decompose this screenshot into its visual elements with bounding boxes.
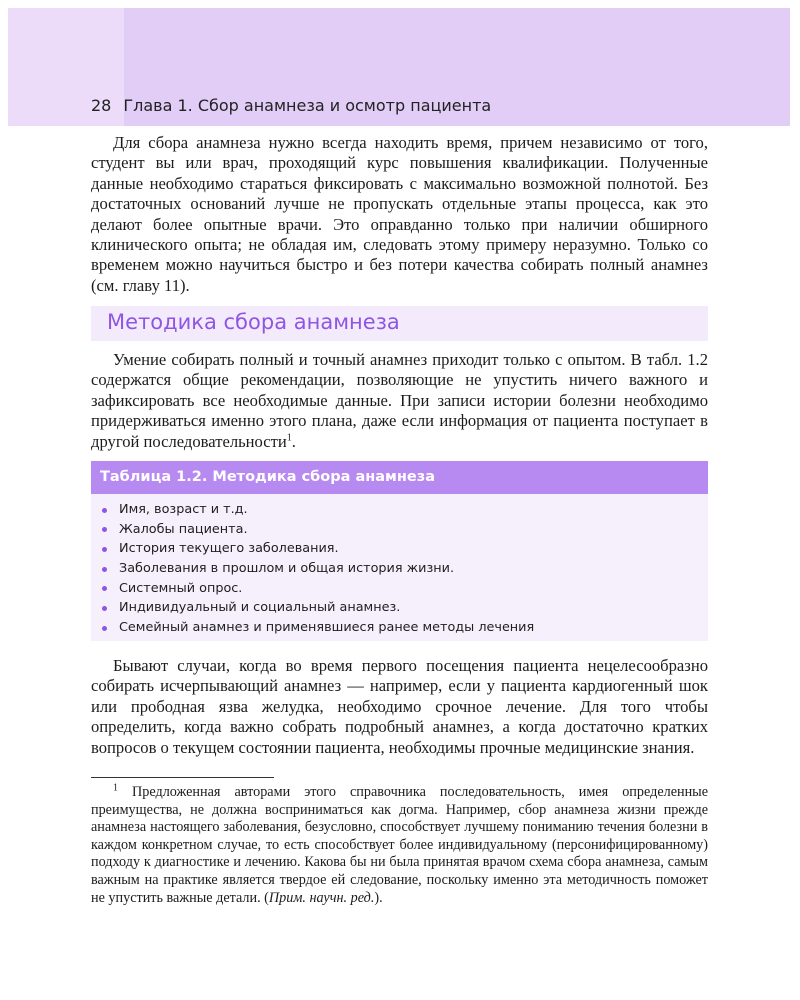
bullet-icon xyxy=(102,626,107,631)
chapter-title: Глава 1. Сбор анамнеза и осмотр пациента xyxy=(123,96,492,115)
footnote xyxy=(91,784,708,907)
bullet-icon xyxy=(102,527,107,532)
list-item: Системный опрос. xyxy=(91,579,708,599)
page-number: 28 xyxy=(91,96,112,115)
paragraph-method-text: Умение собирать полный и точный анамнез приходит только с опытом. В табл. 1.2 содержатся общие рекомендации, позволяющие не упустить ничего важного и зафиксировать все необходимые данные. При записи истории болезни необходимо придерживаться именно этого плана, даже если информация от пациента поступает в другой последовательности xyxy=(91,350,708,451)
paragraph-cases: Бывают случаи, когда во время первого посещения пациента нецелесообразно собирать исчерпывающий анамнез — например, если у пациента кардиогенный шок или прободная язва желудка, необходимо срочное лечение. Для того чтобы определить, когда важно собрать подробный анамнез, а когда достаточно кратких вопросов о текущем состоянии пациента, необходимы прочные медицинские знания. xyxy=(91,656,708,757)
list-item: Заболевания в прошлом и общая история жизни. xyxy=(91,559,708,579)
list-item: Индивидуальный и социальный анамнез. xyxy=(91,598,708,618)
bullet-icon xyxy=(102,508,107,513)
bullet-icon xyxy=(102,586,107,591)
table-list xyxy=(91,500,708,638)
list-item: История текущего заболевания. xyxy=(91,539,708,559)
footnote-text: Предложенная авторами этого справочника последовательность, имея определенные преимущества, не должна восприниматься как догма. Например, сбор анамнеза жизни прежде анамнеза настоящего заболевания, безусловно, способствует лучшему пониманию течения болезни в каждом конкретном случае, то есть способствует более индивидуальному (персонифицированному) подходу к диагностике и лечению. Какова бы ни была принятая врачом схема сбора анамнеза, самым важным на практике является твердое ей следование, поскольку именно эта методичность поможет не упустить важные детали. ( xyxy=(91,784,709,906)
footnote-ref[interactable]: 1 xyxy=(286,432,292,444)
bullet-icon xyxy=(102,567,107,572)
list-item: Семейный анамнез и применявшиеся ранее методы лечения xyxy=(91,618,708,638)
footnote-marker: 1 xyxy=(113,782,118,794)
paragraph-method: Умение собирать полный и точный анамнез приходит только с опытом. В табл. 1.2 содержатся общие рекомендации, позволяющие не упустить ничего важного и зафиксировать все необходимые данные. При записи истории болезни необходимо придерживаться именно этого плана, даже если информация от пациента поступает в другой последовательности$^1$. xyxy=(91,350,708,451)
list-item: Жалобы пациента. xyxy=(91,520,708,540)
section-heading-text: Методика сбора анамнеза xyxy=(107,310,400,334)
section-heading xyxy=(91,306,708,341)
list-item: Имя, возраст и т.д. xyxy=(91,500,708,520)
table-1-2 xyxy=(91,461,708,641)
table-title: Таблица 1.2. Методика сбора анамнеза xyxy=(91,461,708,494)
bullet-icon xyxy=(102,606,107,611)
footnote-divider xyxy=(91,777,274,778)
bullet-icon xyxy=(102,547,107,552)
footnote-close: ). xyxy=(374,889,383,906)
running-head xyxy=(91,96,491,115)
footnote-editor-note: Прим. научн. ред. xyxy=(268,889,375,906)
paragraph-intro: Для сбора анамнеза нужно всегда находить время, причем независимо от того, студент вы или врач, проходящий курс повышения квалификации. Полученные данные необходимо стараться фиксировать с максимально возможной полнотой. Без достаточных оснований лучше не пропускать отдельные этапы процесса, как это делают более опытные врачи. Это оправданно только при наличии обширного клинического опыта; не обладая им, следовать этому примеру неразумно. Только со временем можно научиться быстро и без потери качества собирать полный анамнез (см. главу 11). xyxy=(91,133,708,295)
